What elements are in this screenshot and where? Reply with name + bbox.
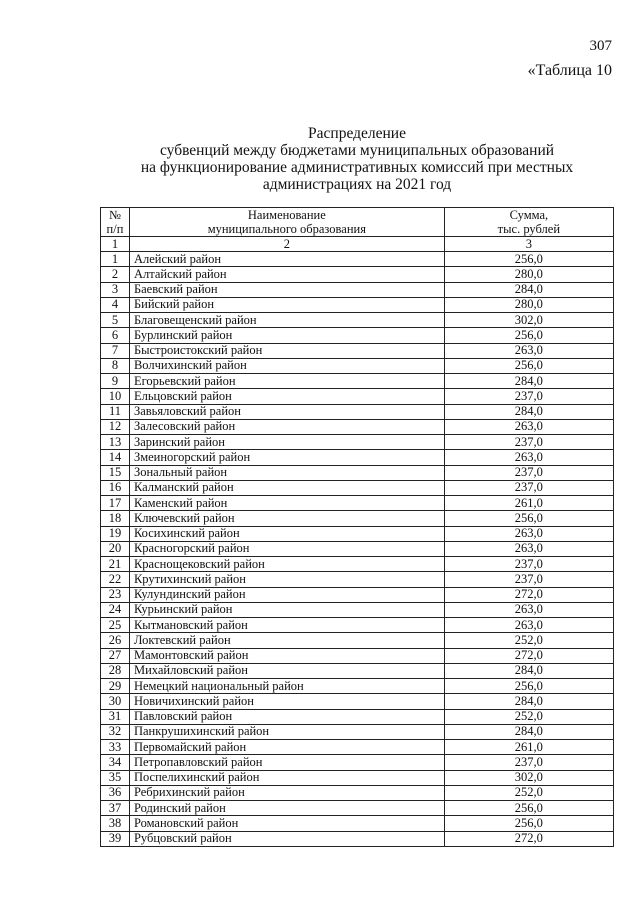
table-row [101, 267, 614, 282]
subvention-amount: 252,0 [444, 785, 613, 800]
table-row [101, 770, 614, 785]
table-row [101, 404, 614, 419]
district-name: Ельцовский район [129, 389, 444, 404]
subvention-amount: 237,0 [444, 572, 613, 587]
subvention-amount: 280,0 [444, 267, 613, 282]
column-number-row [101, 237, 614, 252]
subvention-amount: 237,0 [444, 465, 613, 480]
district-name: Павловский район [129, 709, 444, 724]
table-row [101, 252, 614, 267]
district-name: Бийский район [129, 297, 444, 312]
district-name: Курьинский район [129, 602, 444, 617]
district-name: Калманский район [129, 480, 444, 495]
district-name: Красногорский район [129, 541, 444, 556]
table-row [101, 663, 614, 678]
district-name: Алейский район [129, 252, 444, 267]
row-number: 2 [101, 267, 130, 282]
subvention-amount: 237,0 [444, 389, 613, 404]
row-number: 33 [101, 740, 130, 755]
table-row [101, 709, 614, 724]
row-number: 6 [101, 328, 130, 343]
district-name: Косихинский район [129, 526, 444, 541]
row-number: 16 [101, 480, 130, 495]
table-row [101, 526, 614, 541]
row-number: 19 [101, 526, 130, 541]
row-number: 32 [101, 724, 130, 739]
subvention-amount: 237,0 [444, 557, 613, 572]
row-number: 4 [101, 297, 130, 312]
subvention-amount: 284,0 [444, 374, 613, 389]
district-name: Баевский район [129, 282, 444, 297]
row-number: 1 [101, 252, 130, 267]
district-name: Ребрихинский район [129, 785, 444, 800]
subvention-amount: 256,0 [444, 328, 613, 343]
table-row [101, 679, 614, 694]
district-name: Крутихинский район [129, 572, 444, 587]
district-name: Поспелихинский район [129, 770, 444, 785]
table-row [101, 831, 614, 846]
row-number: 38 [101, 816, 130, 831]
subvention-amount: 284,0 [444, 282, 613, 297]
page-number: 307 [589, 38, 612, 54]
row-number: 30 [101, 694, 130, 709]
subvention-amount: 302,0 [444, 313, 613, 328]
table-label: «Таблица 10 [527, 62, 612, 79]
table-row [101, 511, 614, 526]
row-number: 26 [101, 633, 130, 648]
subvention-amount: 263,0 [444, 618, 613, 633]
subvention-amount: 252,0 [444, 709, 613, 724]
district-name: Завьяловский район [129, 404, 444, 419]
row-number: 10 [101, 389, 130, 404]
subvention-amount: 256,0 [444, 511, 613, 526]
table-row [101, 801, 614, 816]
district-name: Волчихинский район [129, 358, 444, 373]
subvention-amount: 284,0 [444, 694, 613, 709]
subvention-amount: 237,0 [444, 435, 613, 450]
document-title [100, 125, 614, 193]
subvention-amount: 284,0 [444, 663, 613, 678]
row-number: 20 [101, 541, 130, 556]
table-row [101, 740, 614, 755]
table-row [101, 755, 614, 770]
district-name: Мамонтовский район [129, 648, 444, 663]
column-number: 1 [101, 237, 130, 252]
district-name: Заринский район [129, 435, 444, 450]
row-number: 24 [101, 602, 130, 617]
district-name: Родинский район [129, 801, 444, 816]
header-sum: Сумма, тыс. рублей [444, 208, 613, 237]
row-number: 27 [101, 648, 130, 663]
district-name: Бурлинский район [129, 328, 444, 343]
district-name: Панкрушихинский район [129, 724, 444, 739]
subvention-amount: 256,0 [444, 679, 613, 694]
table-body [101, 252, 614, 847]
table-row [101, 618, 614, 633]
district-name: Залесовский район [129, 419, 444, 434]
table-row [101, 297, 614, 312]
table-row [101, 648, 614, 663]
row-number: 29 [101, 679, 130, 694]
table-row [101, 572, 614, 587]
row-number: 23 [101, 587, 130, 602]
subvention-amount: 272,0 [444, 648, 613, 663]
subvention-amount: 256,0 [444, 358, 613, 373]
table-row [101, 419, 614, 434]
subvention-amount: 256,0 [444, 816, 613, 831]
table-row [101, 480, 614, 495]
title-line-4: администрациях на 2021 год [262, 176, 452, 193]
district-name: Кытмановский район [129, 618, 444, 633]
district-name: Змеиногорский район [129, 450, 444, 465]
header-name: Наименование муниципального образования [129, 208, 444, 237]
subvention-amount: 263,0 [444, 541, 613, 556]
subvention-amount: 263,0 [444, 526, 613, 541]
subvention-amount: 272,0 [444, 587, 613, 602]
row-number: 13 [101, 435, 130, 450]
row-number: 36 [101, 785, 130, 800]
district-name: Егорьевский район [129, 374, 444, 389]
district-name: Михайловский район [129, 663, 444, 678]
table-row [101, 816, 614, 831]
table-row [101, 496, 614, 511]
row-number: 35 [101, 770, 130, 785]
table-row [101, 465, 614, 480]
subvention-amount: 261,0 [444, 740, 613, 755]
title-line-1: Распределение [308, 125, 406, 142]
subvention-amount: 302,0 [444, 770, 613, 785]
table-row [101, 282, 614, 297]
subvention-amount: 261,0 [444, 496, 613, 511]
row-number: 22 [101, 572, 130, 587]
district-name: Новичихинский район [129, 694, 444, 709]
table-row [101, 602, 614, 617]
district-name: Локтевский район [129, 633, 444, 648]
title-line-3: на функционирование административных комиссий при местных [140, 159, 574, 176]
table-row [101, 328, 614, 343]
row-number: 17 [101, 496, 130, 511]
subvention-amount: 263,0 [444, 602, 613, 617]
row-number: 12 [101, 419, 130, 434]
subvention-amount: 284,0 [444, 724, 613, 739]
table-row [101, 435, 614, 450]
district-name: Зональный район [129, 465, 444, 480]
row-number: 14 [101, 450, 130, 465]
subvention-amount: 237,0 [444, 755, 613, 770]
table-row [101, 541, 614, 556]
district-name: Краснощековский район [129, 557, 444, 572]
row-number: 18 [101, 511, 130, 526]
row-number: 3 [101, 282, 130, 297]
table-row [101, 450, 614, 465]
row-number: 31 [101, 709, 130, 724]
table-row [101, 694, 614, 709]
district-name: Кулундинский район [129, 587, 444, 602]
subvention-amount: 272,0 [444, 831, 613, 846]
table-row [101, 633, 614, 648]
row-number: 28 [101, 663, 130, 678]
table-header-row [101, 208, 614, 237]
district-name: Алтайский район [129, 267, 444, 282]
distribution-table [100, 207, 614, 847]
column-number: 3 [444, 237, 613, 252]
column-number: 2 [129, 237, 444, 252]
table-row [101, 724, 614, 739]
table-row [101, 389, 614, 404]
district-name: Быстроистокский район [129, 343, 444, 358]
table-row [101, 557, 614, 572]
district-name: Петропавловский район [129, 755, 444, 770]
subvention-amount: 237,0 [444, 480, 613, 495]
row-number: 37 [101, 801, 130, 816]
table-row [101, 313, 614, 328]
row-number: 8 [101, 358, 130, 373]
row-number: 25 [101, 618, 130, 633]
subvention-amount: 252,0 [444, 633, 613, 648]
district-name: Каменский район [129, 496, 444, 511]
table-row [101, 587, 614, 602]
row-number: 39 [101, 831, 130, 846]
district-name: Первомайский район [129, 740, 444, 755]
district-name: Романовский район [129, 816, 444, 831]
table-row [101, 374, 614, 389]
subvention-amount: 256,0 [444, 801, 613, 816]
subvention-amount: 280,0 [444, 297, 613, 312]
table-row [101, 343, 614, 358]
district-name: Ключевский район [129, 511, 444, 526]
row-number: 21 [101, 557, 130, 572]
row-number: 7 [101, 343, 130, 358]
district-name: Благовещенский район [129, 313, 444, 328]
subvention-amount: 263,0 [444, 419, 613, 434]
header-number: № п/п [101, 208, 130, 237]
subvention-amount: 263,0 [444, 343, 613, 358]
row-number: 34 [101, 755, 130, 770]
title-line-2: субвенций между бюджетами муниципальных образований [159, 142, 555, 159]
subvention-amount: 263,0 [444, 450, 613, 465]
row-number: 9 [101, 374, 130, 389]
subvention-amount: 284,0 [444, 404, 613, 419]
district-name: Рубцовский район [129, 831, 444, 846]
table-row [101, 358, 614, 373]
table-row [101, 785, 614, 800]
row-number: 15 [101, 465, 130, 480]
row-number: 5 [101, 313, 130, 328]
subvention-amount: 256,0 [444, 252, 613, 267]
district-name: Немецкий национальный район [129, 679, 444, 694]
row-number: 11 [101, 404, 130, 419]
